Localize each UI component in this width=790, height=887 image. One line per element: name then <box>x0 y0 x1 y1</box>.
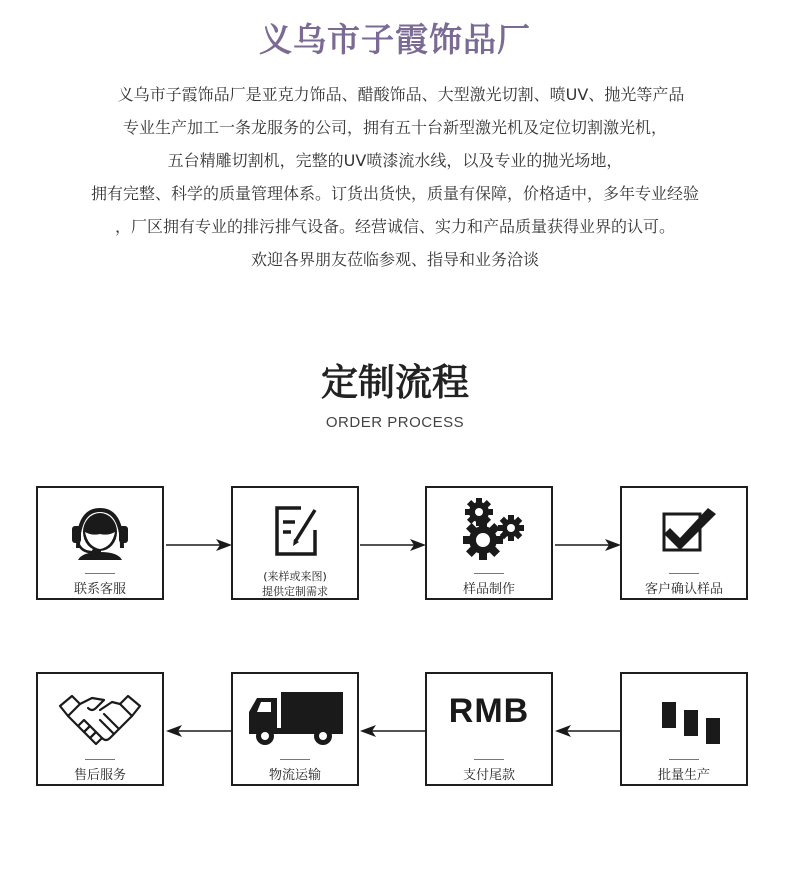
handshake-icon <box>38 684 162 746</box>
intro-line: 欢迎各界朋友莅临参观、指导和业务洽谈 <box>250 250 539 269</box>
step-mass-production <box>620 672 748 786</box>
step-label: 售后服务 <box>73 768 126 783</box>
divider <box>669 573 699 574</box>
edit-document-icon <box>233 498 357 560</box>
delivery-truck-icon <box>233 684 357 746</box>
step-logistics <box>231 672 359 786</box>
arrow-left-icon <box>360 724 426 738</box>
intro-line: 五台精雕切割机，完整的UV喷漆流水线，以及专业的抛光场地， <box>167 151 623 170</box>
step-sample-production <box>425 486 553 600</box>
gears-icon <box>427 498 551 560</box>
step-label: 联系客服 <box>73 582 126 597</box>
arrow-right-icon <box>555 538 621 552</box>
arrow-right-icon <box>360 538 426 552</box>
divider <box>85 573 115 574</box>
production-blocks-icon <box>622 684 746 746</box>
process-subtitle: ORDER PROCESS <box>325 414 465 431</box>
arrow-left-icon <box>166 724 232 738</box>
intro-line: 拥有完整、科学的质量管理体系。订货出货快，质量有保障，价格适中，多年专业经验 <box>90 184 699 203</box>
arrow-left-icon <box>555 724 621 738</box>
divider <box>85 759 115 760</box>
checkbox-checked-icon <box>622 498 746 560</box>
step-label-note: (来样或来图) <box>263 570 327 583</box>
step-label: 物流运输 <box>268 768 321 783</box>
step-label: 批量生产 <box>657 768 710 783</box>
step-label: 提供定制需求 <box>262 585 328 598</box>
step-label: 支付尾款 <box>462 768 515 783</box>
company-title: 义乌市子霞饰品厂 <box>259 20 531 59</box>
divider <box>669 759 699 760</box>
intro-line: 义乌市子霞饰品厂是亚克力饰品、醋酸饰品、大型激光切割、喷UV、抛光等产品 <box>117 85 685 104</box>
step-contact-service <box>36 486 164 600</box>
divider <box>474 759 504 760</box>
intro-line: 专业生产加工一条龙服务的公司，拥有五十台新型激光机及定位切割激光机， <box>122 118 667 137</box>
step-provide-requirements <box>231 486 359 600</box>
step-after-sales <box>36 672 164 786</box>
divider <box>280 759 310 760</box>
intro-line: ，厂区拥有专业的排污排气设备。经营诚信、实力和产品质量获得业界的认可。 <box>114 217 675 236</box>
rmb-text-icon: RMB <box>448 692 530 730</box>
step-label: 样品制作 <box>462 582 515 597</box>
process-title: 定制流程 <box>321 361 469 404</box>
step-pay-balance <box>425 672 553 786</box>
customer-service-headset-icon <box>38 498 162 560</box>
arrow-right-icon <box>166 538 232 552</box>
divider <box>474 573 504 574</box>
step-label: 客户确认样品 <box>644 582 723 597</box>
step-confirm-sample <box>620 486 748 600</box>
